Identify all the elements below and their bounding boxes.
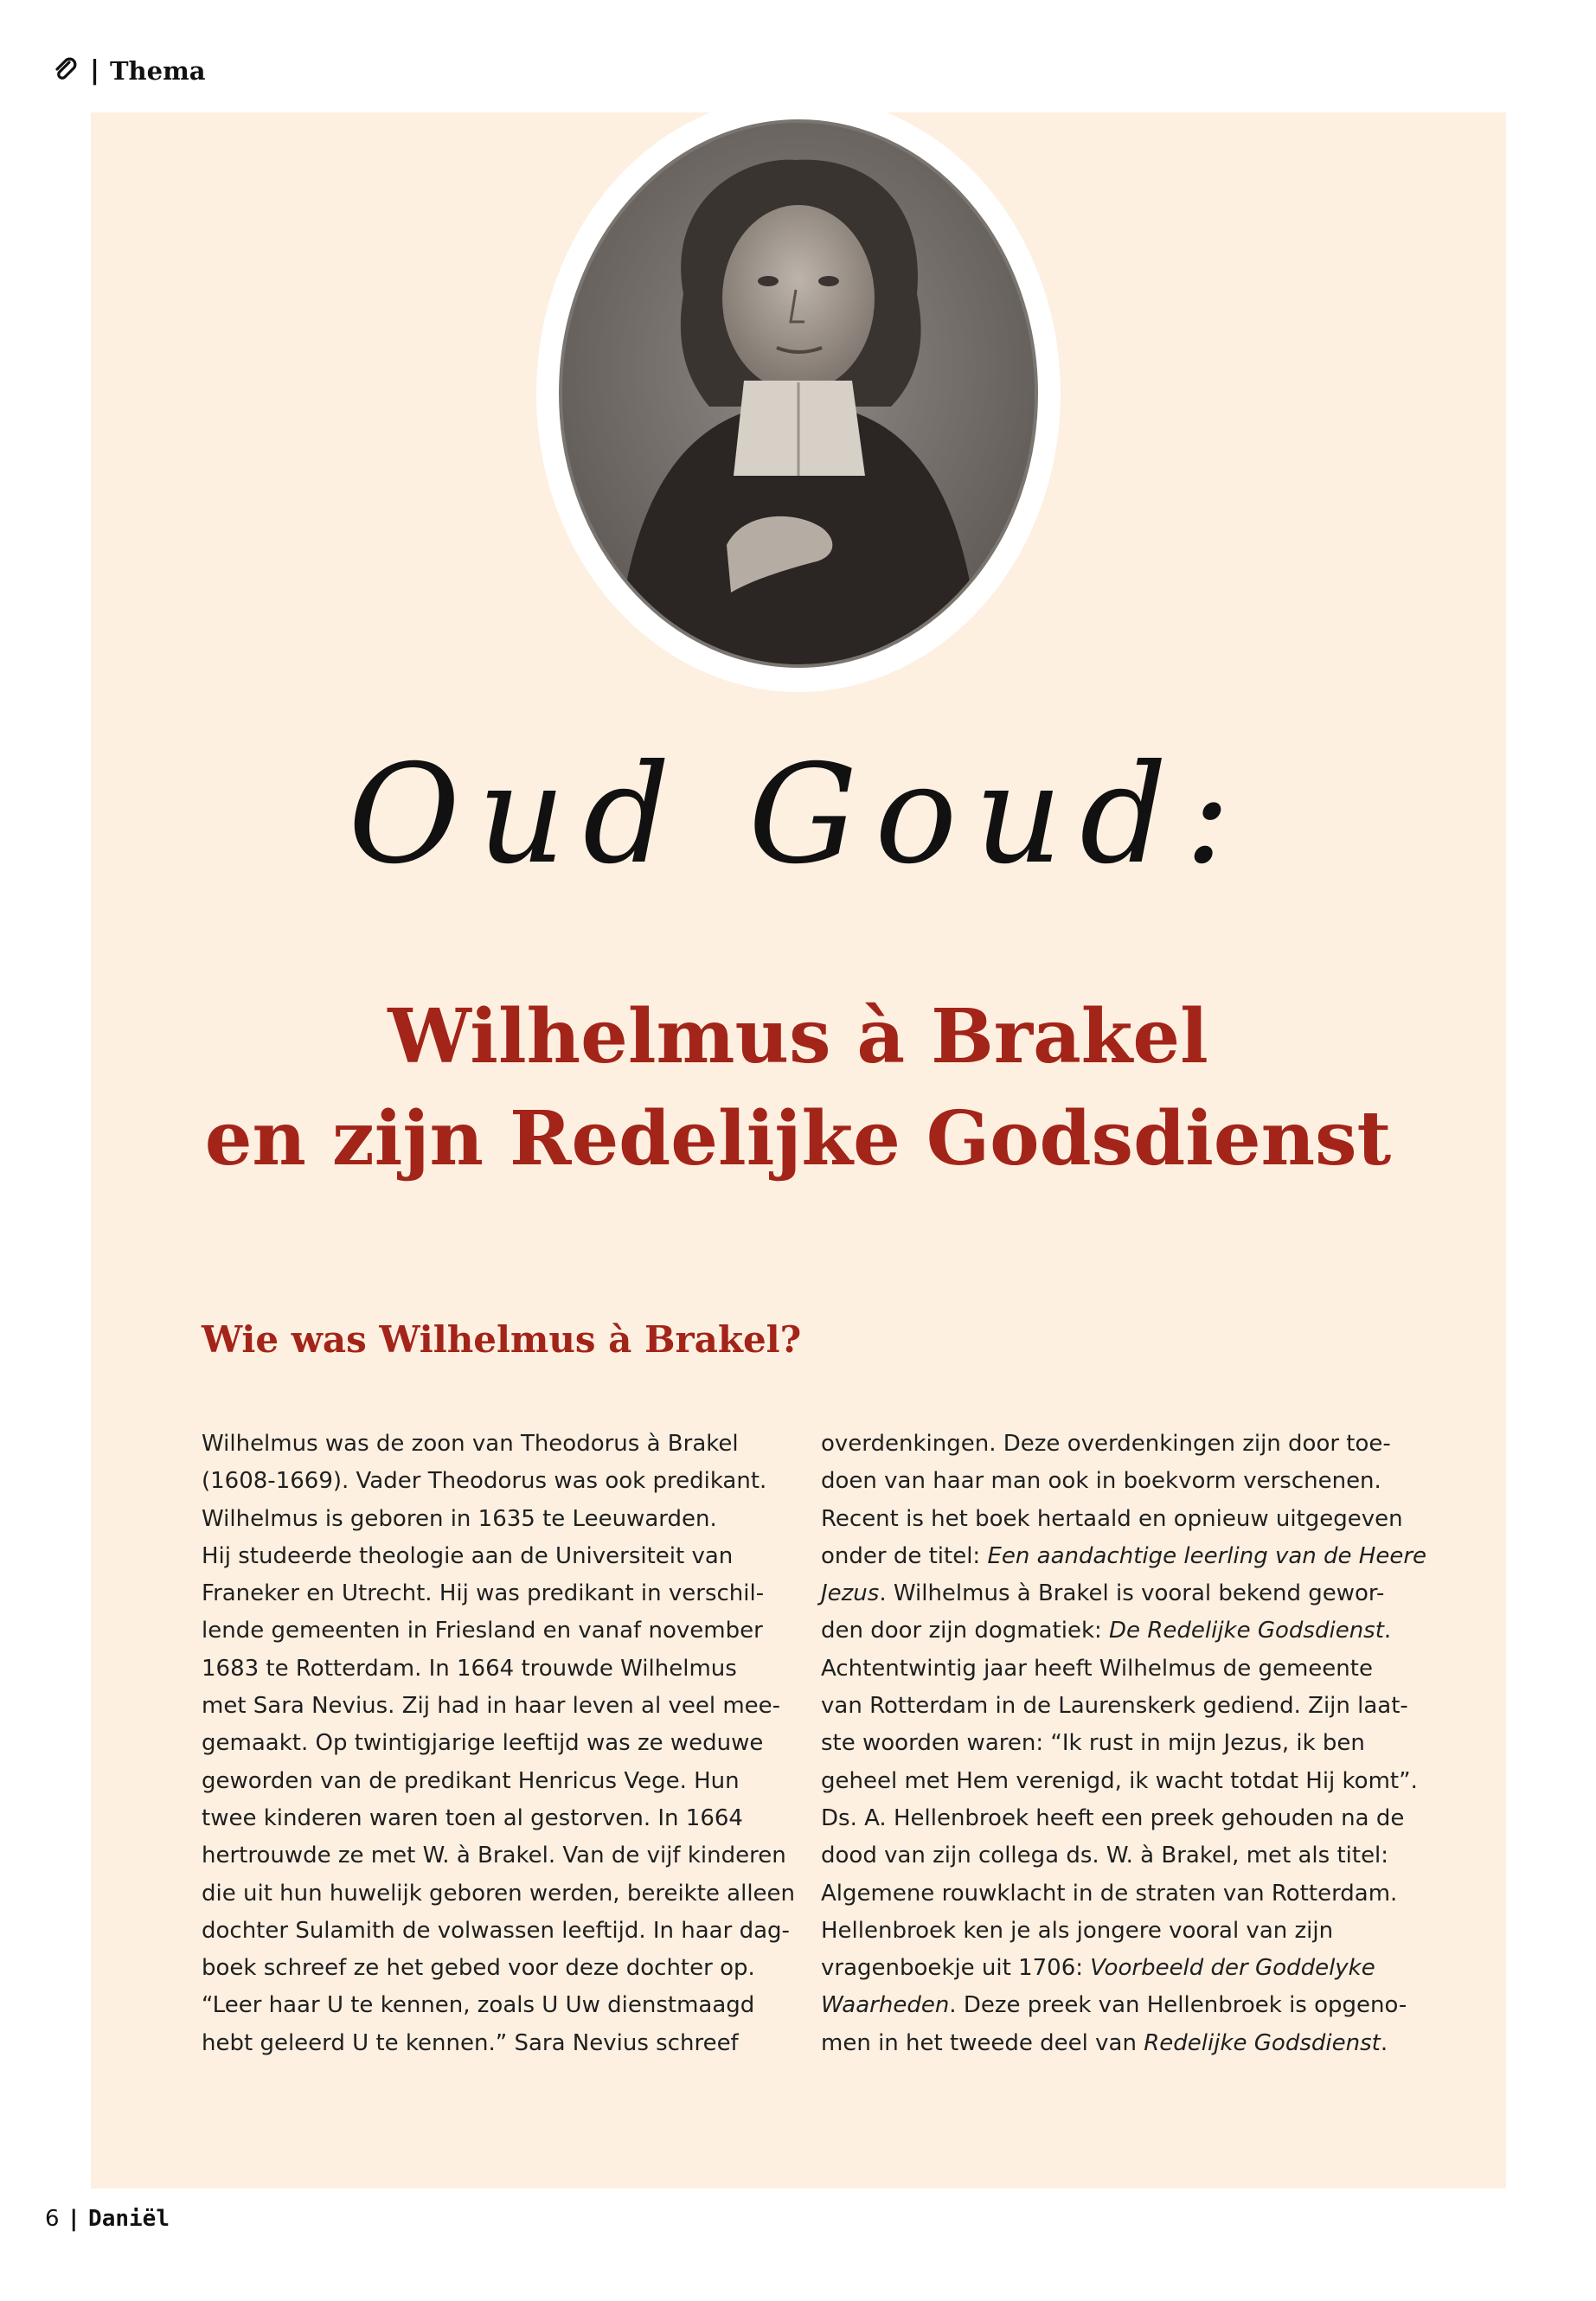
text-line bbox=[202, 1538, 790, 1575]
body-column-right bbox=[821, 1426, 1427, 2062]
page-header bbox=[52, 55, 206, 86]
text-line bbox=[202, 1837, 790, 1875]
header-separator: | bbox=[90, 55, 99, 86]
text-run: vragenboekje uit 1706: bbox=[821, 1955, 1091, 1982]
text-run: geworden van de predikant Henricus Vege. Hun bbox=[202, 1767, 740, 1794]
text-run: doen van haar man ook in boekvorm verschenen. bbox=[821, 1468, 1381, 1495]
text-run: overdenkingen. Deze overdenkingen zijn door toe- bbox=[821, 1431, 1391, 1457]
text-line bbox=[821, 1763, 1418, 1800]
italic-title: Redelijke Godsdienst bbox=[1144, 2029, 1381, 2056]
text-line bbox=[202, 2025, 790, 2062]
text-line bbox=[821, 1463, 1409, 1500]
text-line bbox=[821, 1837, 1409, 1875]
italic-title: Voorbeeld der Goddelyke bbox=[1090, 1955, 1375, 1982]
text-run: Ds. A. Hellenbroek heeft een preek gehouden na de bbox=[821, 1804, 1405, 1831]
text-run: boek schreef ze het gebed voor deze dochter op. bbox=[202, 1955, 755, 1982]
body-column-left bbox=[202, 1426, 796, 2062]
paperclip-icon bbox=[52, 57, 80, 85]
text-line bbox=[821, 1426, 1409, 1463]
text-run: men in het tweede deel van bbox=[821, 2029, 1144, 2056]
text-line bbox=[202, 1688, 790, 1725]
text-run: Wilhelmus was de zoon van Theodorus à Brakel bbox=[202, 1431, 739, 1457]
text-line bbox=[821, 1575, 1409, 1612]
text-run: Achtentwintig jaar heeft Wilhelmus de gemeente bbox=[821, 1655, 1373, 1682]
italic-title: Jezus bbox=[821, 1580, 880, 1607]
text-line bbox=[202, 1426, 790, 1463]
main-title-line-2: en zijn Redelijke Godsdienst bbox=[204, 1095, 1392, 1183]
text-run: ste woorden waren: “Ik rust in mijn Jezus, ik ben bbox=[821, 1730, 1365, 1757]
text-line bbox=[821, 1612, 1409, 1650]
text-run: Hij studeerde theologie aan de Universiteit van bbox=[202, 1542, 734, 1569]
text-run: “Leer haar U te kennen, zoals U Uw dienstmaagd bbox=[202, 1992, 755, 2019]
text-line bbox=[821, 1950, 1409, 1987]
text-run: geheel met Hem verenigd, ik wacht totdat Hij komt”. bbox=[821, 1767, 1418, 1794]
text-run: lende gemeenten in Friesland en vanaf november bbox=[202, 1618, 763, 1644]
text-run: gemaakt. Op twintigjarige leeftijd was ze weduwe bbox=[202, 1730, 764, 1757]
text-run: van Rotterdam in de Laurenskerk gediend. Zijn laat- bbox=[821, 1693, 1408, 1720]
text-line bbox=[821, 1800, 1409, 1837]
text-line bbox=[202, 1800, 790, 1837]
text-line bbox=[202, 1913, 790, 1950]
text-run: twee kinderen waren toen al gestorven. In 1664 bbox=[202, 1804, 743, 1831]
text-line bbox=[821, 2025, 1409, 2062]
main-title bbox=[0, 986, 1596, 1190]
text-run: Wilhelmus is geboren in 1635 te Leeuwarden. bbox=[202, 1505, 717, 1532]
text-line bbox=[202, 1950, 790, 1987]
text-line bbox=[821, 1538, 1427, 1575]
text-line bbox=[202, 1501, 790, 1538]
text-run: . bbox=[1380, 2029, 1388, 2056]
text-run: . Wilhelmus à Brakel is vooral bekend gewor- bbox=[879, 1580, 1385, 1607]
text-line bbox=[202, 1725, 790, 1762]
footer-separator: | bbox=[69, 2206, 79, 2232]
script-title: Oud Goud: bbox=[348, 735, 1248, 894]
text-line bbox=[821, 1987, 1409, 2024]
text-line bbox=[202, 1987, 790, 2024]
text-line bbox=[202, 1575, 790, 1612]
magazine-name: Daniël bbox=[88, 2206, 170, 2232]
text-run: Franeker en Utrecht. Hij was predikant in verschil- bbox=[202, 1580, 765, 1607]
text-run: hebt geleerd U te kennen.” Sara Nevius schreef bbox=[202, 2029, 739, 2056]
section-label: Thema bbox=[109, 55, 206, 86]
page-footer bbox=[45, 2206, 170, 2232]
text-run: Hellenbroek ken je als jongere vooral van zijn bbox=[821, 1917, 1334, 1944]
text-run: . bbox=[1383, 1618, 1392, 1644]
text-run: . Deze preek van Hellenbroek is opgeno- bbox=[949, 1992, 1407, 2019]
portrait-image bbox=[536, 95, 1061, 692]
text-line bbox=[821, 1501, 1409, 1538]
section-subheading: Wie was Wilhelmus à Brakel? bbox=[202, 1318, 802, 1361]
text-line bbox=[202, 1463, 790, 1500]
text-line bbox=[821, 1688, 1409, 1725]
text-line bbox=[202, 1875, 796, 1913]
italic-title: De Redelijke Godsdienst bbox=[1109, 1618, 1384, 1644]
text-line bbox=[202, 1612, 790, 1650]
text-run: (1608-1669). Vader Theodorus was ook predikant. bbox=[202, 1468, 767, 1495]
text-run: 1683 te Rotterdam. In 1664 trouwde Wilhelmus bbox=[202, 1655, 737, 1682]
text-line bbox=[821, 1725, 1409, 1762]
text-line bbox=[821, 1650, 1409, 1688]
text-run: met Sara Nevius. Zij had in haar leven al veel mee- bbox=[202, 1693, 781, 1720]
text-run: hertrouwde ze met W. à Brakel. Van de vijf kinderen bbox=[202, 1843, 786, 1869]
text-line bbox=[821, 1875, 1409, 1913]
page-number: 6 bbox=[45, 2206, 60, 2232]
text-run: den door zijn dogmatiek: bbox=[821, 1618, 1110, 1644]
text-run: dochter Sulamith de volwassen leeftijd. In haar dag- bbox=[202, 1917, 790, 1944]
text-run: Algemene rouwklacht in de straten van Rotterdam. bbox=[821, 1880, 1398, 1907]
text-line bbox=[821, 1913, 1409, 1950]
italic-title: Waarheden bbox=[821, 1992, 950, 2019]
text-run: Recent is het boek hertaald en opnieuw uitgegeven bbox=[821, 1505, 1403, 1532]
text-line bbox=[202, 1763, 790, 1800]
text-run: dood van zijn collega ds. W. à Brakel, met als titel: bbox=[821, 1843, 1389, 1869]
text-run: onder de titel: bbox=[821, 1542, 988, 1569]
text-line bbox=[202, 1650, 790, 1688]
main-title-line-1: Wilhelmus à Brakel bbox=[388, 993, 1208, 1080]
italic-title: Een aandachtige leerling van de Heere bbox=[987, 1542, 1427, 1569]
text-run: die uit hun huwelijk geboren werden, bereikte alleen bbox=[202, 1880, 796, 1907]
